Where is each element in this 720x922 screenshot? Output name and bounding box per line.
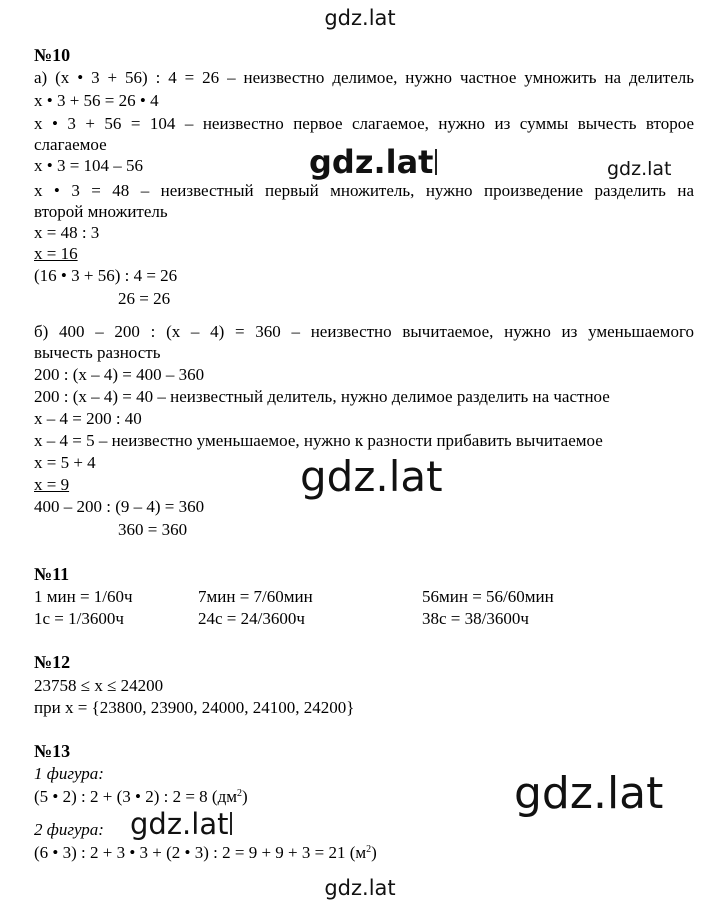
- task-13-figure2-label: 2 фигура:: [34, 820, 104, 839]
- text-cursor-mark: [230, 812, 232, 835]
- task-10a-line: x • 3 = 48 – неизвестный первый множитель, нужно произведение разделить на: [34, 181, 694, 200]
- watermark-small: gdz.lat: [607, 158, 672, 180]
- watermark-large-4: [130, 807, 232, 841]
- task-13-heading: №13: [34, 741, 71, 761]
- task-10a-line: x • 3 + 56 = 104 – неизвестно первое слагаемое, нужно из суммы вычесть второе: [34, 114, 694, 133]
- watermark-large-2: gdz.lat: [300, 452, 443, 501]
- task-11-heading: №11: [34, 564, 70, 584]
- task-10a-line: x • 3 = 104 – 56: [34, 156, 144, 175]
- task-11-cell: 56мин = 56/60мин: [422, 587, 554, 606]
- task-13-figure2-solution: [34, 842, 377, 863]
- watermark-large-3: gdz.lat: [514, 768, 664, 819]
- task-11-cell: 1 мин = 1/60ч: [34, 587, 133, 606]
- task-10a-line: x = 48 : 3: [34, 223, 100, 242]
- task-11-cell: 38с = 38/3600ч: [422, 609, 529, 628]
- figure2-close: ): [371, 843, 377, 862]
- task-10b-answer: x = 9: [34, 475, 70, 494]
- task-10b-line: б) 400 – 200 : (x – 4) = 360 – неизвестно вычитаемое, нужно из уменьшаемого: [34, 322, 694, 341]
- task-13-figure1-solution: [34, 786, 248, 807]
- figure1-expression: (5 • 2) : 2 + (3 • 2) : 2 = 8 (дм: [34, 787, 237, 806]
- task-11-cell: 7мин = 7/60мин: [198, 587, 313, 606]
- figure2-exponent: 2: [366, 844, 372, 855]
- task-10-heading: №10: [34, 45, 71, 65]
- task-10b-line: 200 : (x – 4) = 400 – 360: [34, 365, 205, 384]
- task-11-cell: 1с = 1/3600ч: [34, 609, 124, 628]
- figure1-close: ): [242, 787, 248, 806]
- task-10a-line: x • 3 + 56 = 26 • 4: [34, 91, 159, 110]
- figure1-exponent: 2: [237, 788, 242, 799]
- task-10b-check: 400 – 200 : (9 – 4) = 360: [34, 497, 205, 516]
- task-13-figure1-label: 1 фигура:: [34, 764, 104, 783]
- task-10b-line: 200 : (x – 4) = 40 – неизвестный делитель, нужно делимое разделить на частное: [34, 387, 610, 406]
- task-10b-check: 360 = 360: [118, 520, 188, 539]
- task-10a-check: (16 • 3 + 56) : 4 = 26: [34, 266, 178, 285]
- task-10b-line: x – 4 = 200 : 40: [34, 409, 142, 428]
- task-10a-check: 26 = 26: [118, 289, 171, 308]
- task-10b-line: x – 4 = 5 – неизвестно уменьшаемое, нужно к разности прибавить вычитаемое: [34, 431, 603, 450]
- watermark-top: gdz.lat: [324, 6, 396, 30]
- task-11-cell: 24с = 24/3600ч: [198, 609, 305, 628]
- task-10a-line: второй множитель: [34, 202, 168, 221]
- text-cursor-mark: [435, 149, 437, 175]
- watermark-bottom: gdz.lat: [324, 876, 396, 900]
- task-10b-line: x = 5 + 4: [34, 453, 96, 472]
- watermark-large-4-text: gdz.lat: [130, 807, 229, 841]
- task-12-line: при x = {23800, 23900, 24000, 24100, 24200}: [34, 698, 355, 717]
- task-10b-line: вычесть разность: [34, 343, 161, 362]
- task-10a-line: а) (x • 3 + 56) : 4 = 26 – неизвестно делимое, нужно частное умножить на делитель: [34, 68, 694, 87]
- watermark-large-1: [309, 143, 437, 181]
- task-12-heading: №12: [34, 652, 71, 672]
- watermark-large-1-text: gdz.lat: [309, 143, 434, 181]
- task-12-line: 23758 ≤ x ≤ 24200: [34, 676, 164, 695]
- figure2-expression: (6 • 3) : 2 + 3 • 3 + (2 • 3) : 2 = 9 + 9 + 3 = 21 (м: [34, 843, 367, 862]
- task-10a-answer: x = 16: [34, 244, 78, 263]
- task-10a-line: слагаемое: [34, 135, 107, 154]
